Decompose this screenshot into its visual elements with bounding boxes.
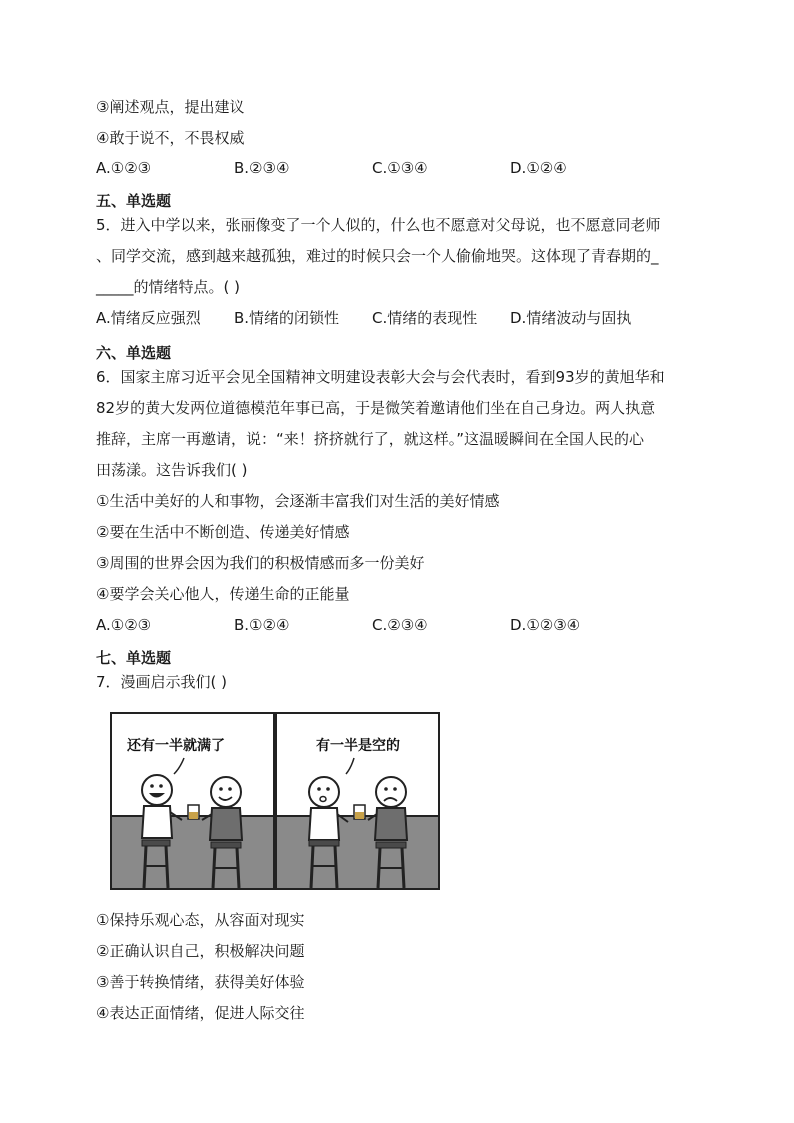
q5-options (96, 308, 716, 328)
q6-stem-line-2: 82岁的黄大发两位道德模范年事已高，于是微笑着邀请他们坐在自己身边。两人执意 (96, 399, 656, 417)
q7-statement-4: ④表达正面情绪，促进人际交往 (96, 1004, 305, 1022)
q6-option-d[interactable]: D.①②③④ (510, 616, 581, 634)
q7-statement-3: ③善于转换情绪，获得美好体验 (96, 973, 305, 991)
q7-heading: 七、单选题 (96, 649, 172, 667)
q4-statement-3: ③阐述观点，提出建议 (96, 98, 245, 116)
q6-stem-line-3: 推辞，主席一再邀请，说：“来！挤挤就行了，就这样。”这温暖瞬间在全国人民的心 (96, 430, 645, 448)
q6-options (96, 615, 716, 635)
q5-option-d[interactable]: D.情绪波动与固执 (510, 309, 632, 327)
q4-options (96, 158, 716, 178)
comic-right-caption: 有一半是空的 (316, 738, 400, 754)
q6-option-c[interactable]: C.②③④ (372, 616, 428, 634)
q5-option-a[interactable]: A.情绪反应强烈 (96, 309, 201, 327)
q5-option-c[interactable]: C.情绪的表现性 (372, 309, 478, 327)
comic-illustration (110, 712, 440, 890)
q7-statement-1: ①保持乐观心态，从容面对现实 (96, 911, 305, 929)
q6-stem-line-4: 田荡漾。这告诉我们( ) (96, 461, 248, 479)
q6-statement-2: ②要在生活中不断创造、传递美好情感 (96, 523, 350, 541)
q5-option-b[interactable]: B.情绪的闭锁性 (234, 309, 340, 327)
q4-option-b[interactable]: B.②③④ (234, 159, 290, 177)
q5-stem-line-3: _____的情绪特点。( ) (96, 278, 240, 296)
q4-option-a[interactable]: A.①②③ (96, 159, 152, 177)
comic-left-panel (111, 713, 274, 889)
comic-left-caption: 还有一半就满了 (127, 738, 225, 754)
q6-option-a[interactable]: A.①②③ (96, 616, 152, 634)
comic-right-panel (276, 713, 439, 889)
q6-heading: 六、单选题 (96, 344, 172, 362)
q4-option-c[interactable]: C.①③④ (372, 159, 428, 177)
q5-stem-line-1: 5．进入中学以来，张丽像变了一个人似的，什么也不愿意对父母说，也不愿意同老师 (96, 216, 661, 234)
q6-statement-4: ④要学会关心他人，传递生命的正能量 (96, 585, 350, 603)
q4-statement-4: ④敢于说不，不畏权威 (96, 129, 245, 147)
q6-statement-3: ③周围的世界会因为我们的积极情感而多一份美好 (96, 554, 425, 572)
q6-stem-line-1: 6．国家主席习近平会见全国精神文明建设表彰大会与会代表时，看到93岁的黄旭华和 (96, 368, 665, 386)
q6-option-b[interactable]: B.①②④ (234, 616, 290, 634)
q7-statement-2: ②正确认识自己，积极解决问题 (96, 942, 305, 960)
q5-heading: 五、单选题 (96, 192, 172, 210)
q5-stem-line-2: 、同学交流，感到越来越孤独，难过的时候只会一个人偷偷地哭。这体现了青春期的_ (96, 247, 659, 265)
q7-stem: 7．漫画启示我们( ) (96, 673, 228, 691)
q6-statement-1: ①生活中美好的人和事物，会逐渐丰富我们对生活的美好情感 (96, 492, 500, 510)
q4-option-d[interactable]: D.①②④ (510, 159, 567, 177)
